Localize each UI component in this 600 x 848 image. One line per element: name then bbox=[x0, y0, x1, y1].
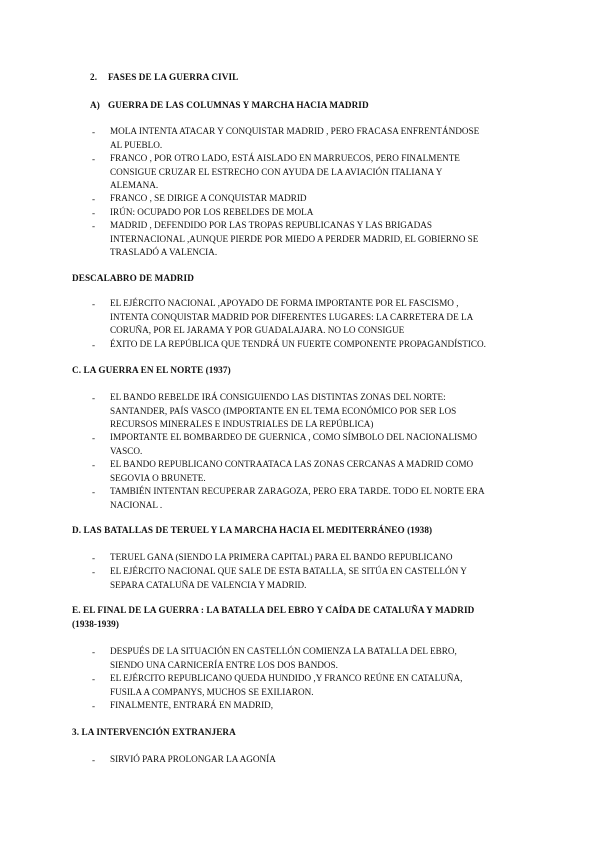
bullet-dash: - bbox=[92, 194, 96, 204]
heading-title: FASES DE LA GUERRA CIVIL bbox=[108, 72, 239, 82]
bullet-dash: - bbox=[92, 221, 96, 231]
list-item: EL EJÉRCITO NACIONAL QUE SALE DE ESTA BATALLA, SE SITÚA EN CASTELLÓN Y SEPARA CATALUÑA DE VALENCIA Y MADRID. bbox=[110, 566, 467, 590]
list-item: SIRVIÓ PARA PROLONGAR LA AGONÍA bbox=[110, 754, 276, 764]
bullet-dash: - bbox=[92, 487, 96, 497]
section-b-title: DESCALABRO DE MADRID bbox=[72, 273, 194, 283]
bullet-dash: - bbox=[92, 567, 96, 577]
bullet-dash: - bbox=[92, 755, 96, 765]
list-item: IRÚN: OCUPADO POR LOS REBELDES DE MOLA bbox=[110, 207, 314, 217]
bullet-dash: - bbox=[92, 127, 96, 137]
list-item: TAMBIÉN INTENTAN RECUPERAR ZARAGOZA, PERO ERA TARDE. TODO EL NORTE ERA NACIONAL . bbox=[110, 486, 485, 510]
section-e-title: E. EL FINAL DE LA GUERRA : LA BATALLA DEL EBRO Y CAÍDA DE CATALUÑA Y MADRID bbox=[72, 605, 475, 615]
list-item: EL EJÉRCITO REPUBLICANO QUEDA HUNDIDO ,Y FRANCO REÚNE EN CATALUÑA, FUSILA A COMPANYS, MUCHOS SE EXILIARON. bbox=[110, 673, 463, 697]
list-item: EL EJÉRCITO NACIONAL ,APOYADO DE FORMA IMPORTANTE POR EL FASCISMO , INTENTA CONQUISTAR MADRID POR DIFERENTES LUGARES: LA CARRETERA DE LA CORUÑA, POR EL JARAMA Y POR GUADALAJARA. NO LO CONSIGUE bbox=[110, 298, 474, 336]
bullet-dash: - bbox=[92, 299, 96, 309]
list-item: MOLA INTENTA ATACAR Y CONQUISTAR MADRID , PERO FRACASA ENFRENTÁNDOSE AL PUEBLO. bbox=[110, 126, 480, 150]
bullet-dash: - bbox=[92, 553, 96, 563]
list-item: DESPUÉS DE LA SITUACIÓN EN CASTELLÓN COMIENZA LA BATALLA DEL EBRO, SIENDO UNA CARNICERÍA ENTRE LOS DOS BANDOS. bbox=[110, 646, 457, 670]
section-d-title: D. LAS BATALLAS DE TERUEL Y LA MARCHA HACIA EL MEDITERRÁNEO (1938) bbox=[72, 525, 433, 535]
section-c-title: C. LA GUERRA EN EL NORTE (1937) bbox=[72, 365, 231, 375]
heading-number: 2. bbox=[90, 72, 98, 82]
list-item: EL BANDO REPUBLICANO CONTRAATACA LAS ZONAS CERCANAS A MADRID COMO SEGOVIA O BRUNETE. bbox=[110, 459, 474, 483]
list-item: MADRID , DEFENDIDO POR LAS TROPAS REPUBLICANAS Y LAS BRIGADAS INTERNACIONAL ,AUNQUE PIERDE POR MIEDO A PERDER MADRID, EL GOBIERNO SE TRASLADÓ A VALENCIA. bbox=[110, 220, 479, 258]
bullet-dash: - bbox=[92, 208, 96, 218]
list-item: FRANCO , SE DIRIGE A CONQUISTAR MADRID bbox=[110, 193, 307, 203]
list-item: TERUEL GANA (SIENDO LA PRIMERA CAPITAL) PARA EL BANDO REPUBLICANO bbox=[110, 552, 453, 562]
subheading-a-label: A) bbox=[90, 100, 100, 110]
bullet-dash: - bbox=[92, 154, 96, 164]
bullet-dash: - bbox=[92, 674, 96, 684]
bullet-dash: - bbox=[92, 393, 96, 403]
subheading-a-title: GUERRA DE LAS COLUMNAS Y MARCHA HACIA MADRID bbox=[108, 100, 369, 110]
list-item: FRANCO , POR OTRO LADO, ESTÁ AISLADO EN MARRUECOS, PERO FINALMENTE CONSIGUE CRUZAR EL ESTRECHO CON AYUDA DE LA AVIACIÓN ITALIANA Y ALEMANA. bbox=[110, 153, 460, 191]
list-item: IMPORTANTE EL BOMBARDEO DE GUERNICA , COMO SÍMBOLO DEL NACIONALISMO VASCO. bbox=[110, 432, 478, 456]
bullet-dash: - bbox=[92, 433, 96, 443]
section-3-title: 3. LA INTERVENCIÓN EXTRANJERA bbox=[72, 727, 236, 737]
bullet-dash: - bbox=[92, 460, 96, 470]
bullet-dash: - bbox=[92, 340, 96, 350]
section-e-years: (1938-1939) bbox=[72, 619, 120, 629]
list-item: EL BANDO REBELDE IRÁ CONSIGUIENDO LAS DISTINTAS ZONAS DEL NORTE: SANTANDER, PAÍS VASCO (IMPORTANTE EN EL TEMA ECONÓMICO POR SER LOS RECURSOS MINERALES E INDUSTRIALES DE LA REPÚBLICA) bbox=[110, 392, 457, 430]
list-item: FINALMENTE, ENTRARÁ EN MADRID, bbox=[110, 700, 274, 710]
bullet-dash: - bbox=[92, 647, 96, 657]
list-item: ÉXITO DE LA REPÚBLICA QUE TENDRÁ UN FUERTE COMPONENTE PROPAGANDÍSTICO. bbox=[110, 339, 486, 349]
bullet-dash: - bbox=[92, 701, 96, 711]
